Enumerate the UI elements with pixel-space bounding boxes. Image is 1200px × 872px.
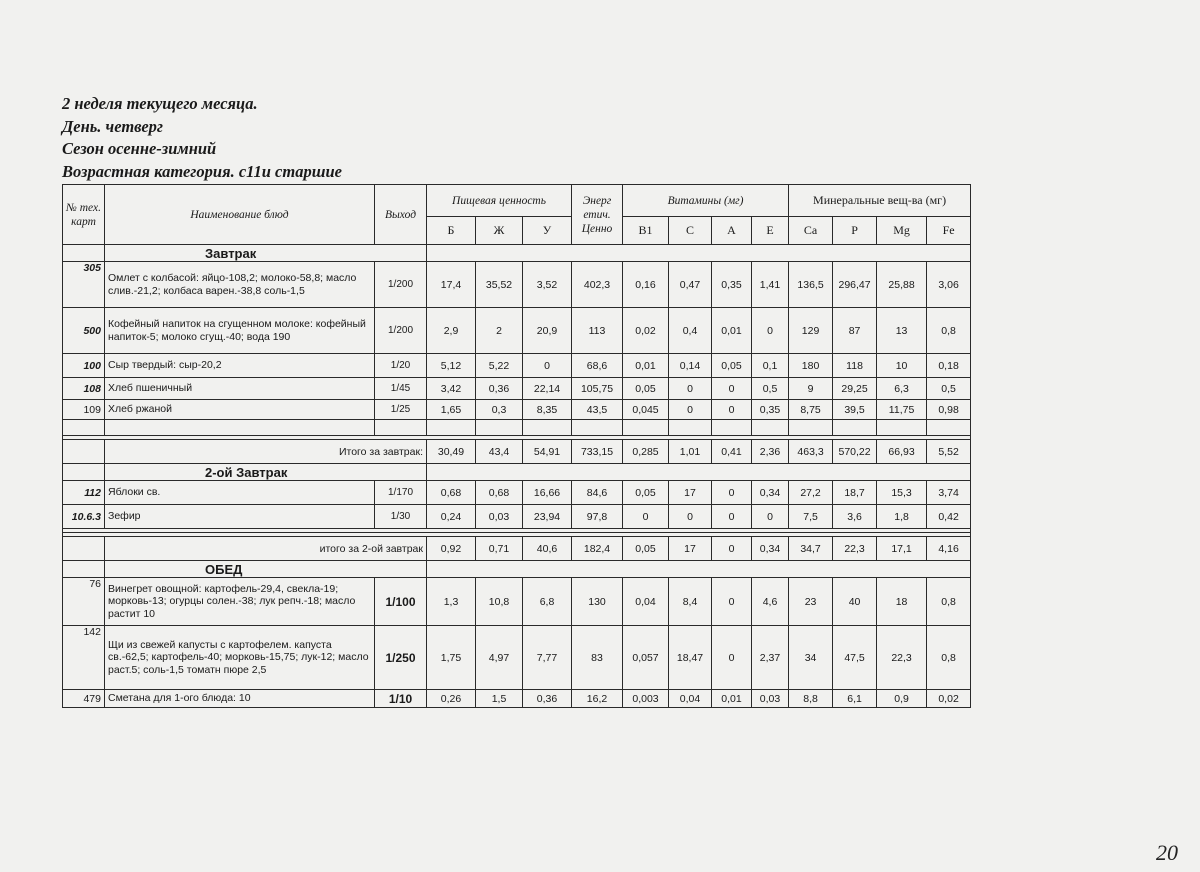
total-row [63, 440, 971, 464]
dish-name: Омлет с колбасой: яйцо-108,2; молоко-58,8; масло слив.-21,2; колбаса варен.-38,8 соль-1,5 [105, 262, 375, 308]
value-cell: 39,5 [833, 400, 877, 420]
value-cell: 17 [669, 481, 712, 505]
value-cell: 0,8 [927, 626, 971, 690]
total-value: 733,15 [572, 440, 623, 464]
col-minerals: Минеральные вещ-ва (мг) [789, 185, 971, 217]
value-cell: 84,6 [572, 481, 623, 505]
col-tech-card: № тех. карт [63, 185, 105, 245]
total-value: 0,71 [476, 537, 523, 561]
value-cell: 6,1 [833, 690, 877, 708]
value-cell: 0,42 [927, 505, 971, 529]
value-cell: 0,5 [927, 378, 971, 400]
value-cell: 0,36 [523, 690, 572, 708]
dish-name: Щи из свежей капусты с картофелем. капуста св.-62,5; картофель-40; морковь-15,75; лук-12; масло раст.5; соль-1,5 томатн пюре 2,5 [105, 626, 375, 690]
value-cell: 0,05 [623, 378, 669, 400]
value-cell: 27,2 [789, 481, 833, 505]
value-cell: 0 [752, 308, 789, 354]
value-cell: 9 [789, 378, 833, 400]
value-cell: 0,05 [712, 354, 752, 378]
page-number-note: 20 [1156, 840, 1178, 865]
value-cell: 0,003 [623, 690, 669, 708]
dish-name: Сыр твердый: сыр-20,2 [105, 354, 375, 378]
table-row [63, 354, 971, 378]
table-row [63, 378, 971, 400]
menu-table [62, 184, 971, 708]
value-cell: 97,8 [572, 505, 623, 529]
col-vit-a: А [712, 217, 752, 245]
dish-yield: 1/25 [375, 400, 427, 420]
table-row [63, 626, 971, 690]
tech-card-number: 142 [63, 626, 105, 690]
value-cell: 0,9 [877, 690, 927, 708]
value-cell: 8,75 [789, 400, 833, 420]
value-cell: 18,47 [669, 626, 712, 690]
total-value: 22,3 [833, 537, 877, 561]
value-cell: 83 [572, 626, 623, 690]
table-row [63, 505, 971, 529]
value-cell: 29,25 [833, 378, 877, 400]
section-row [63, 245, 971, 262]
value-cell: 3,52 [523, 262, 572, 308]
value-cell: 35,52 [476, 262, 523, 308]
value-cell: 0,26 [427, 690, 476, 708]
value-cell: 1,5 [476, 690, 523, 708]
value-cell: 8,4 [669, 578, 712, 626]
total-label: итого за 2-ой завтрак [105, 537, 427, 561]
dish-yield: 1/100 [375, 578, 427, 626]
total-row [63, 537, 971, 561]
value-cell: 1,65 [427, 400, 476, 420]
value-cell: 10 [877, 354, 927, 378]
value-cell: 1,41 [752, 262, 789, 308]
dish-name: Сметана для 1-ого блюда: 10 [105, 690, 375, 708]
total-value: 17,1 [877, 537, 927, 561]
value-cell: 68,6 [572, 354, 623, 378]
value-cell: 2 [476, 308, 523, 354]
section-row [63, 464, 971, 481]
value-cell: 87 [833, 308, 877, 354]
tech-card-number: 100 [63, 354, 105, 378]
value-cell: 0,35 [752, 400, 789, 420]
total-value: 0,34 [752, 537, 789, 561]
value-cell: 0,8 [927, 308, 971, 354]
table-row [63, 578, 971, 626]
value-cell: 0,045 [623, 400, 669, 420]
col-vitamins: Витамины (мг) [623, 185, 789, 217]
col-fat: Ж [476, 217, 523, 245]
heading-season: Сезон осенне-зимний [62, 139, 217, 158]
value-cell: 0 [712, 400, 752, 420]
col-protein: Б [427, 217, 476, 245]
value-cell: 0,98 [927, 400, 971, 420]
value-cell: 105,75 [572, 378, 623, 400]
heading-age-category: Возрастная категория. с11и старшие [62, 161, 342, 181]
value-cell: 0,05 [623, 481, 669, 505]
value-cell: 0,1 [752, 354, 789, 378]
value-cell: 0 [669, 505, 712, 529]
col-vit-c: С [669, 217, 712, 245]
total-value: 0,92 [427, 537, 476, 561]
value-cell: 0,057 [623, 626, 669, 690]
value-cell: 0,01 [712, 308, 752, 354]
value-cell: 0 [712, 578, 752, 626]
value-cell: 0,8 [927, 578, 971, 626]
value-cell: 0,02 [927, 690, 971, 708]
col-p: Р [833, 217, 877, 245]
tech-card-number: 112 [63, 481, 105, 505]
table-row [63, 400, 971, 420]
total-value: 66,93 [877, 440, 927, 464]
tech-card-number: 305 [63, 262, 105, 308]
value-cell: 22,3 [877, 626, 927, 690]
value-cell: 1,3 [427, 578, 476, 626]
value-cell: 0,04 [669, 690, 712, 708]
value-cell: 3,6 [833, 505, 877, 529]
value-cell: 0,47 [669, 262, 712, 308]
value-cell: 130 [572, 578, 623, 626]
value-cell: 0,14 [669, 354, 712, 378]
tech-card-number: 500 [63, 308, 105, 354]
value-cell: 0,5 [752, 378, 789, 400]
value-cell: 13 [877, 308, 927, 354]
col-ca: Са [789, 217, 833, 245]
dish-name: Зефир [105, 505, 375, 529]
section-breakfast: Завтрак [105, 245, 427, 262]
col-fe: Fe [927, 217, 971, 245]
value-cell: 0,68 [476, 481, 523, 505]
value-cell: 2,9 [427, 308, 476, 354]
dish-yield: 1/10 [375, 690, 427, 708]
value-cell: 22,14 [523, 378, 572, 400]
value-cell: 0,03 [476, 505, 523, 529]
value-cell: 0,03 [752, 690, 789, 708]
value-cell: 11,75 [877, 400, 927, 420]
value-cell: 0,01 [623, 354, 669, 378]
value-cell: 0 [623, 505, 669, 529]
value-cell: 6,8 [523, 578, 572, 626]
section-second-breakfast: 2-ой Завтрак [105, 464, 427, 481]
total-value: 43,4 [476, 440, 523, 464]
value-cell: 1,75 [427, 626, 476, 690]
total-value: 17 [669, 537, 712, 561]
col-yield: Выход [375, 185, 427, 245]
value-cell: 0 [712, 626, 752, 690]
value-cell: 6,3 [877, 378, 927, 400]
page-heading [62, 93, 342, 183]
value-cell: 0,16 [623, 262, 669, 308]
value-cell: 0,24 [427, 505, 476, 529]
col-energy: Энерг етич. Ценно [572, 185, 623, 245]
value-cell: 47,5 [833, 626, 877, 690]
section-lunch: ОБЕД [105, 561, 427, 578]
table-row [63, 690, 971, 708]
value-cell: 3,06 [927, 262, 971, 308]
dish-name: Яблоки св. [105, 481, 375, 505]
dish-yield: 1/20 [375, 354, 427, 378]
value-cell: 402,3 [572, 262, 623, 308]
value-cell: 3,42 [427, 378, 476, 400]
value-cell: 0,02 [623, 308, 669, 354]
tech-card-number: 109 [63, 400, 105, 420]
value-cell: 0,04 [623, 578, 669, 626]
value-cell: 40 [833, 578, 877, 626]
dish-yield: 1/45 [375, 378, 427, 400]
total-value: 30,49 [427, 440, 476, 464]
value-cell: 23,94 [523, 505, 572, 529]
dish-yield: 1/200 [375, 308, 427, 354]
col-mg: Mg [877, 217, 927, 245]
total-label: Итого за завтрак: [105, 440, 427, 464]
value-cell: 296,47 [833, 262, 877, 308]
dish-yield: 1/200 [375, 262, 427, 308]
value-cell: 0 [669, 378, 712, 400]
total-value: 570,22 [833, 440, 877, 464]
value-cell: 16,66 [523, 481, 572, 505]
heading-day: День. четверг [62, 116, 163, 136]
col-b1: В1 [623, 217, 669, 245]
value-cell: 5,12 [427, 354, 476, 378]
col-vit-e: Е [752, 217, 789, 245]
total-value: 463,3 [789, 440, 833, 464]
value-cell: 20,9 [523, 308, 572, 354]
total-value: 40,6 [523, 537, 572, 561]
value-cell: 0,4 [669, 308, 712, 354]
value-cell: 129 [789, 308, 833, 354]
value-cell: 118 [833, 354, 877, 378]
col-dish-name: Наименование блюд [105, 185, 375, 245]
value-cell: 0 [523, 354, 572, 378]
value-cell: 1,8 [877, 505, 927, 529]
total-value: 54,91 [523, 440, 572, 464]
value-cell: 7,77 [523, 626, 572, 690]
value-cell: 18 [877, 578, 927, 626]
total-value: 1,01 [669, 440, 712, 464]
total-value: 34,7 [789, 537, 833, 561]
col-carbs: У [523, 217, 572, 245]
total-value: 0,41 [712, 440, 752, 464]
value-cell: 0 [712, 481, 752, 505]
empty-row [63, 420, 971, 436]
value-cell: 0 [752, 505, 789, 529]
value-cell: 23 [789, 578, 833, 626]
value-cell: 0,36 [476, 378, 523, 400]
value-cell: 15,3 [877, 481, 927, 505]
value-cell: 0,01 [712, 690, 752, 708]
value-cell: 8,35 [523, 400, 572, 420]
value-cell: 113 [572, 308, 623, 354]
value-cell: 3,74 [927, 481, 971, 505]
value-cell: 0,68 [427, 481, 476, 505]
section-row [63, 561, 971, 578]
dish-name: Кофейный напиток на сгущенном молоке: кофейный напиток-5; молоко сгущ.-40; вода 190 [105, 308, 375, 354]
value-cell: 25,88 [877, 262, 927, 308]
value-cell: 0,18 [927, 354, 971, 378]
heading-week: 2 неделя текущего месяца. [62, 94, 258, 113]
tech-card-number: 479 [63, 690, 105, 708]
value-cell: 34 [789, 626, 833, 690]
table-row [63, 262, 971, 308]
tech-card-number: 108 [63, 378, 105, 400]
col-nutrition: Пищевая ценность [427, 185, 572, 217]
total-value: 4,16 [927, 537, 971, 561]
total-value: 0,05 [623, 537, 669, 561]
value-cell: 0 [712, 378, 752, 400]
table-row [63, 308, 971, 354]
dish-yield: 1/250 [375, 626, 427, 690]
value-cell: 0 [712, 505, 752, 529]
table-row [63, 481, 971, 505]
total-value: 5,52 [927, 440, 971, 464]
value-cell: 17,4 [427, 262, 476, 308]
dish-name: Хлеб ржаной [105, 400, 375, 420]
value-cell: 10,8 [476, 578, 523, 626]
value-cell: 180 [789, 354, 833, 378]
tech-card-number: 76 [63, 578, 105, 626]
value-cell: 0 [669, 400, 712, 420]
value-cell: 0,35 [712, 262, 752, 308]
value-cell: 0,34 [752, 481, 789, 505]
value-cell: 16,2 [572, 690, 623, 708]
value-cell: 18,7 [833, 481, 877, 505]
value-cell: 8,8 [789, 690, 833, 708]
dish-name: Хлеб пшеничный [105, 378, 375, 400]
value-cell: 2,37 [752, 626, 789, 690]
value-cell: 4,97 [476, 626, 523, 690]
total-value: 182,4 [572, 537, 623, 561]
total-value: 2,36 [752, 440, 789, 464]
tech-card-number: 10.6.3 [63, 505, 105, 529]
value-cell: 43,5 [572, 400, 623, 420]
value-cell: 5,22 [476, 354, 523, 378]
value-cell: 0,3 [476, 400, 523, 420]
dish-yield: 1/170 [375, 481, 427, 505]
value-cell: 4,6 [752, 578, 789, 626]
value-cell: 7,5 [789, 505, 833, 529]
value-cell: 136,5 [789, 262, 833, 308]
dish-name: Винегрет овощной: картофель-29,4, свекла-19; морковь-13; огурцы солен.-38; лук репч.-18; масло растит 10 [105, 578, 375, 626]
dish-yield: 1/30 [375, 505, 427, 529]
total-value: 0,285 [623, 440, 669, 464]
total-value: 0 [712, 537, 752, 561]
